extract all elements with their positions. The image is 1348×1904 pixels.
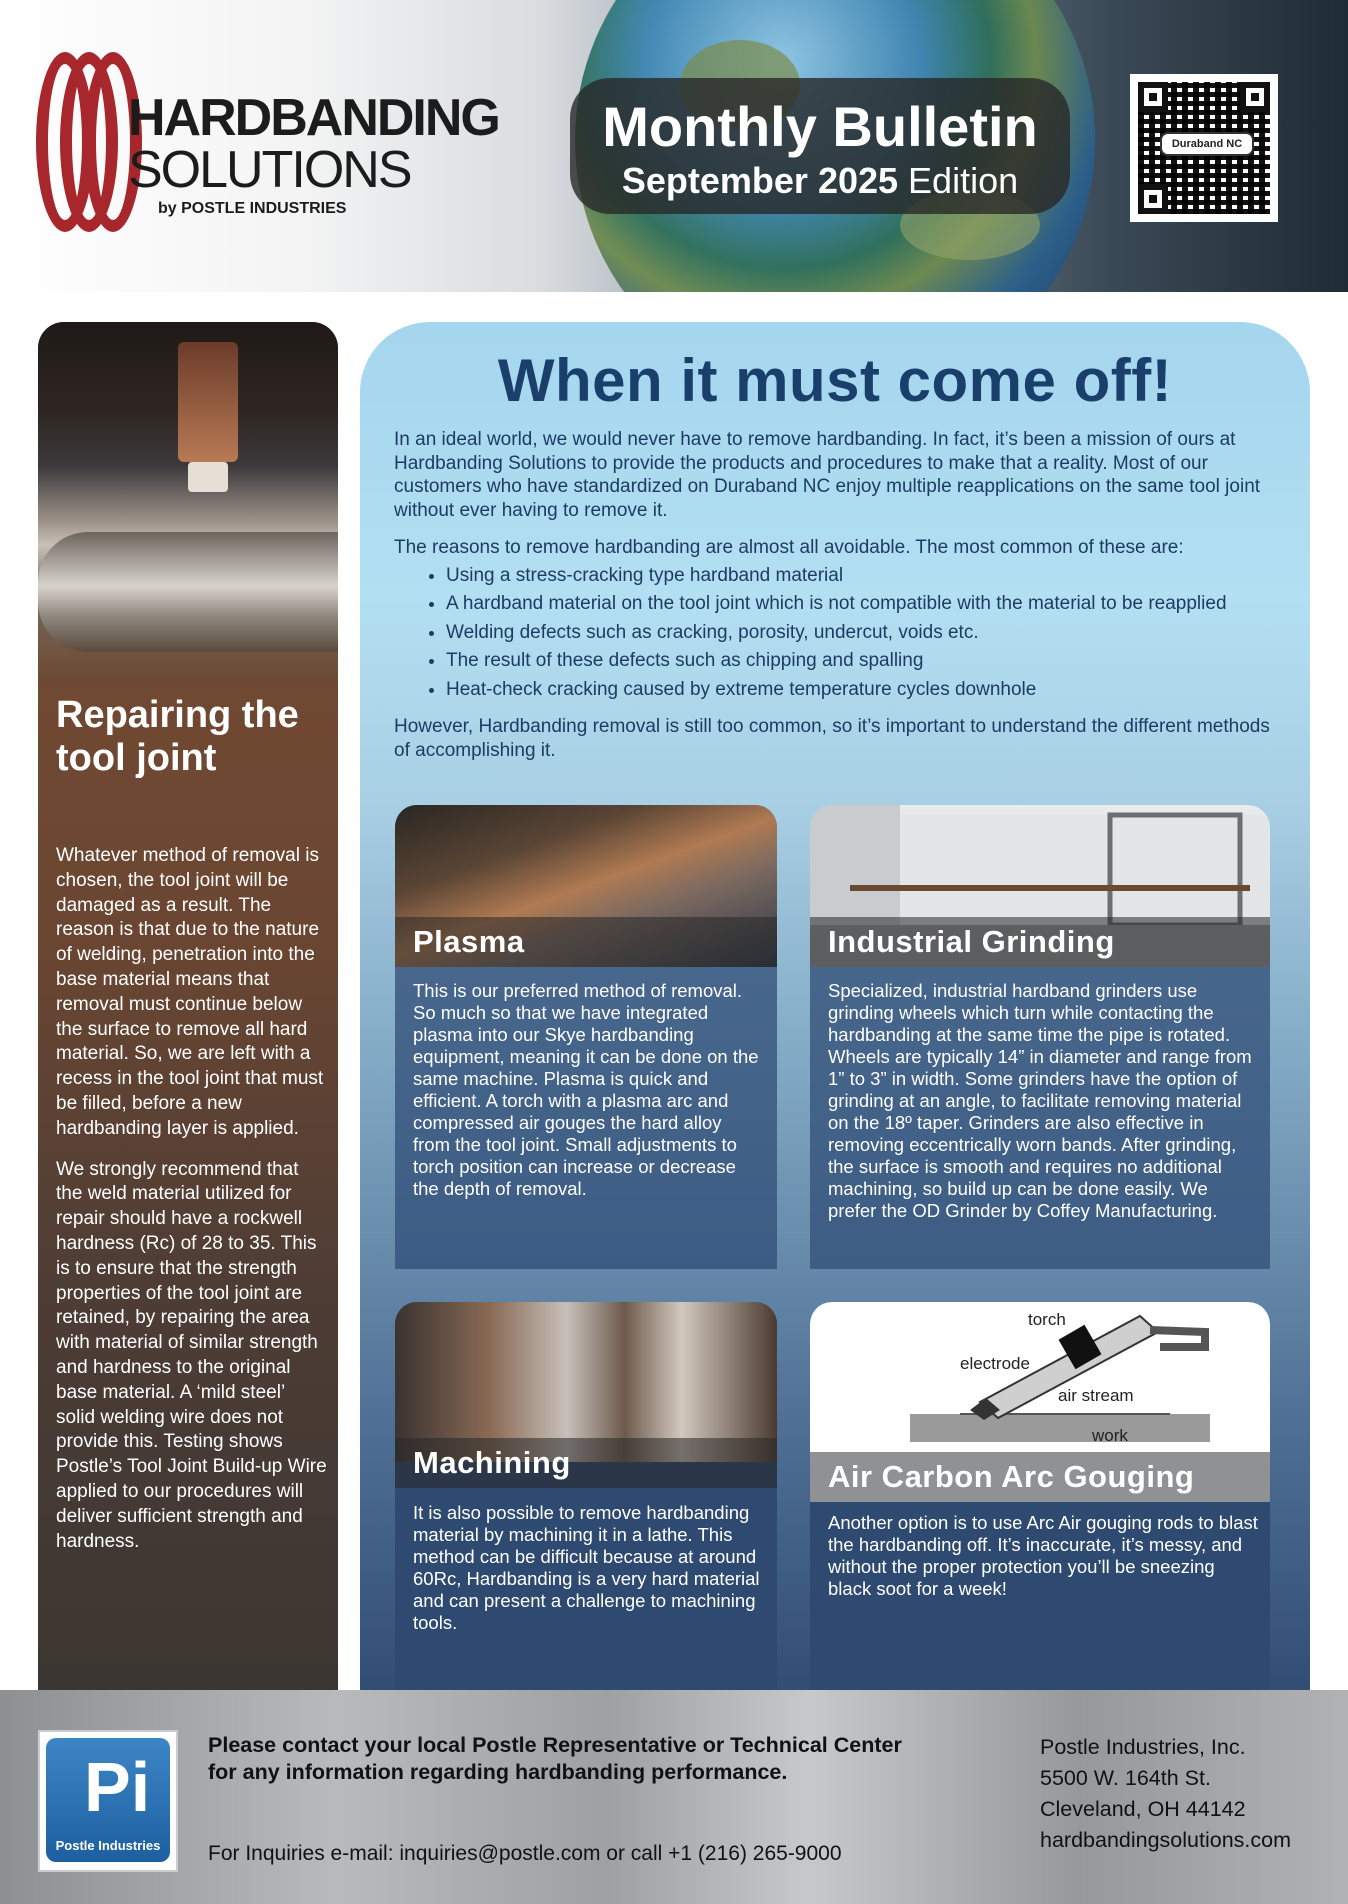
edition-date: September 2025 <box>621 160 899 201</box>
edition-label <box>570 160 1070 202</box>
torch-image <box>178 342 238 462</box>
plasma-card-title: Plasma <box>395 917 777 967</box>
postle-logo-tile <box>46 1738 170 1862</box>
list-item: • The result of these defects such as chipping and spalling <box>446 649 1274 673</box>
sidebar-paragraph: Whatever method of removal is chosen, the tool joint will be damaged as a result. The reason is that due to the nature of welding, penetration into the base material means that removal must continue below the surface to remove all hard material. So, we are left with a recess in the tool joint that must be filled, before a new hardbanding layer is applied. <box>56 845 324 1139</box>
repair-sidebar <box>38 322 338 1700</box>
air-stream-label: air stream <box>1058 1386 1134 1405</box>
electrode-label: electrode <box>960 1354 1030 1373</box>
postle-logo-text: Postle Industries <box>55 1838 161 1853</box>
hardbanding-solutions-logo <box>36 52 506 242</box>
address-line: Postle Industries, Inc. <box>1040 1735 1246 1759</box>
torch-tip-image <box>188 462 228 492</box>
bulletin-header <box>0 0 1348 292</box>
list-item: • Welding defects such as cracking, porosity, undercut, voids etc. <box>446 621 1274 645</box>
qr-code[interactable] <box>1130 74 1278 222</box>
main-article <box>360 322 1310 1700</box>
website-link[interactable]: hardbandingsolutions.com <box>1040 1828 1291 1852</box>
qr-finder-icon <box>1138 82 1168 112</box>
gouging-diagram <box>810 1302 1270 1462</box>
article-headline: When it must come off! <box>497 347 1173 414</box>
pi-monogram-icon: Pi <box>84 1748 151 1826</box>
welding-torch-photo <box>38 322 338 682</box>
sidebar-body <box>56 844 328 1570</box>
gouging-card-title: Air Carbon Arc Gouging <box>810 1452 1270 1502</box>
qr-finder-icon <box>1240 82 1270 112</box>
closing-paragraph: However, Hardbanding removal is still too common, so it’s important to understand the different methods of accomplishing it. <box>394 716 1270 761</box>
sidebar-title: Repairing the tool joint <box>56 694 299 779</box>
qr-finder-icon <box>1138 184 1168 214</box>
plasma-card <box>395 805 777 1269</box>
list-item: • A hardband material on the tool joint which is not compatible with the material to be reapplied <box>446 592 1274 616</box>
postle-industries-logo <box>38 1730 178 1872</box>
work-label: work <box>1092 1426 1128 1445</box>
list-item: • Using a stress-cracking type hardband material <box>446 564 1274 588</box>
sidebar-paragraph: We strongly recommend that the weld material utilized for repair should have a rockwell hardness (Rc) of 28 to 35. This is to ensure that the strength properties of the tool joint are retained, by repairing the area with material of similar strength and hardness to the original base material. A ‘mild steel’ solid welding wire does not provide this. Testing shows Postle’s Tool Joint Build-up Wire applied to our procedures will deliver sufficient strength and hardness. <box>56 1158 327 1552</box>
address-line: 5500 W. 164th St. <box>1040 1766 1211 1790</box>
grinding-card-title: Industrial Grinding <box>810 917 1270 967</box>
inquiry-line[interactable]: For Inquiries e-mail: inquiries@postle.com or call +1 (216) 265-9000 <box>208 1842 842 1865</box>
reasons-list <box>394 564 1274 702</box>
reasons-lead: The reasons to remove hardbanding are almost all avoidable. The most common of these are: <box>394 537 1184 558</box>
plasma-card-body: This is our preferred method of removal. So much so that we have integrated plasma into our Skye hardbanding equipment, meaning it can be done on the same machine. Plasma is quick and efficient. A torch with a plasma arc and compressed air gouges the hard alloy from the tool joint. Small adjustments to torch position can increase or decrease the depth of removal. <box>413 980 759 1199</box>
grinding-card-body: Specialized, industrial hardband grinders use grinding wheels which turn while contacting the hardbanding at the same time the pipe is rotated. Wheels are typically 14” in diameter and range from 1” to 3” in width. Some grinders have the option of grinding at an angle, to facilitate removing material on the 18º taper. Grinders are also effective in removing eccentrically worn bands. After grinding, the surface is smooth and requires no additional machining, so build up can be done easily. We prefer the OD Grinder by Coffey Manufacturing. <box>828 980 1252 1221</box>
article-intro <box>394 428 1274 776</box>
grinding-card <box>810 805 1270 1269</box>
tool-joint-image <box>38 532 338 652</box>
machining-card-title: Machining <box>395 1438 777 1488</box>
bulletin-title: Monthly Bulletin <box>602 95 1038 158</box>
list-item: • Heat-check cracking caused by extreme temperature cycles downhole <box>446 678 1274 702</box>
bulletin-footer <box>0 1690 1348 1904</box>
edition-suffix: Edition <box>898 160 1019 201</box>
intro-paragraph: In an ideal world, we would never have to remove hardbanding. In fact, it’s been a mission of ours at Hardbanding Solutions to provide the products and procedures to make that a reality. Most of our customers who have standardized on Duraband NC enjoy multiple reapplications on the same tool joint without ever having to remove it. <box>394 429 1261 521</box>
machining-card-body: It is also possible to remove hardbanding material by machining it in a lathe. This method can be difficult because at around 60Rc, Hardbanding is a very hard material and can present a challenge to machining tools. <box>413 1502 760 1633</box>
gouging-card <box>810 1302 1270 1700</box>
address-line: Cleveland, OH 44142 <box>1040 1797 1246 1821</box>
contact-message: Please contact your local Postle Representative or Technical Center for any information regarding hardbanding performance. <box>208 1733 902 1784</box>
company-address <box>1040 1732 1340 1856</box>
gouging-card-body: Another option is to use Arc Air gouging rods to blast the hardbanding off. It’s inaccurate, it’s messy, and without the proper protection you’ll be sneezing black soot for a week! <box>828 1512 1258 1599</box>
torch-label: torch <box>1028 1310 1066 1329</box>
logo-tagline: by POSTLE INDUSTRIES <box>158 200 347 217</box>
machining-card <box>395 1302 777 1700</box>
qr-badge-label: Duraband NC <box>1160 132 1254 156</box>
logo-wordmark-line2: SOLUTIONS <box>128 141 411 199</box>
logo-wordmark-line1: HARDBANDING <box>128 89 499 147</box>
